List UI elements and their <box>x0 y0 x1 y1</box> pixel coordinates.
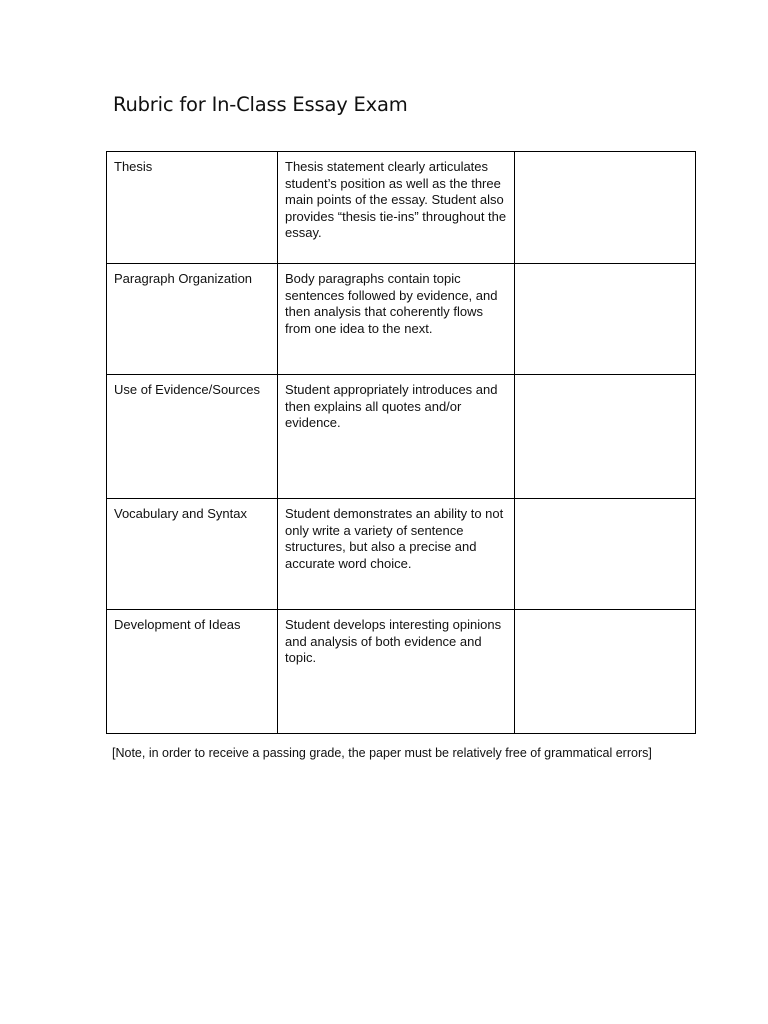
page-title: Rubric for In-Class Essay Exam <box>113 93 408 116</box>
description-cell: Student develops interesting opinions and analysis of both evidence and topic. <box>278 610 515 734</box>
criterion-cell: Vocabulary and Syntax <box>107 499 278 610</box>
description-cell: Student demonstrates an ability to not only write a variety of sentence structures, but also a precise and accurate word choice. <box>278 499 515 610</box>
description-cell: Body paragraphs contain topic sentences followed by evidence, and then analysis that coherently flows from one idea to the next. <box>278 264 515 375</box>
table-row <box>107 610 696 734</box>
criterion-cell: Thesis <box>107 152 278 264</box>
score-cell <box>515 152 696 264</box>
table-row <box>107 152 696 264</box>
score-cell <box>515 610 696 734</box>
grammar-note: [Note, in order to receive a passing grade, the paper must be relatively free of grammatical errors] <box>112 746 652 760</box>
score-cell <box>515 264 696 375</box>
criterion-cell: Paragraph Organization <box>107 264 278 375</box>
table-row <box>107 264 696 375</box>
table-row <box>107 499 696 610</box>
score-cell <box>515 375 696 499</box>
description-cell: Thesis statement clearly articulates student’s position as well as the three main points of the essay. Student also provides “thesis tie-ins” throughout the essay. <box>278 152 515 264</box>
rubric-table <box>106 151 696 734</box>
score-cell <box>515 499 696 610</box>
table-row <box>107 375 696 499</box>
criterion-cell: Development of Ideas <box>107 610 278 734</box>
criterion-cell: Use of Evidence/Sources <box>107 375 278 499</box>
description-cell: Student appropriately introduces and then explains all quotes and/or evidence. <box>278 375 515 499</box>
